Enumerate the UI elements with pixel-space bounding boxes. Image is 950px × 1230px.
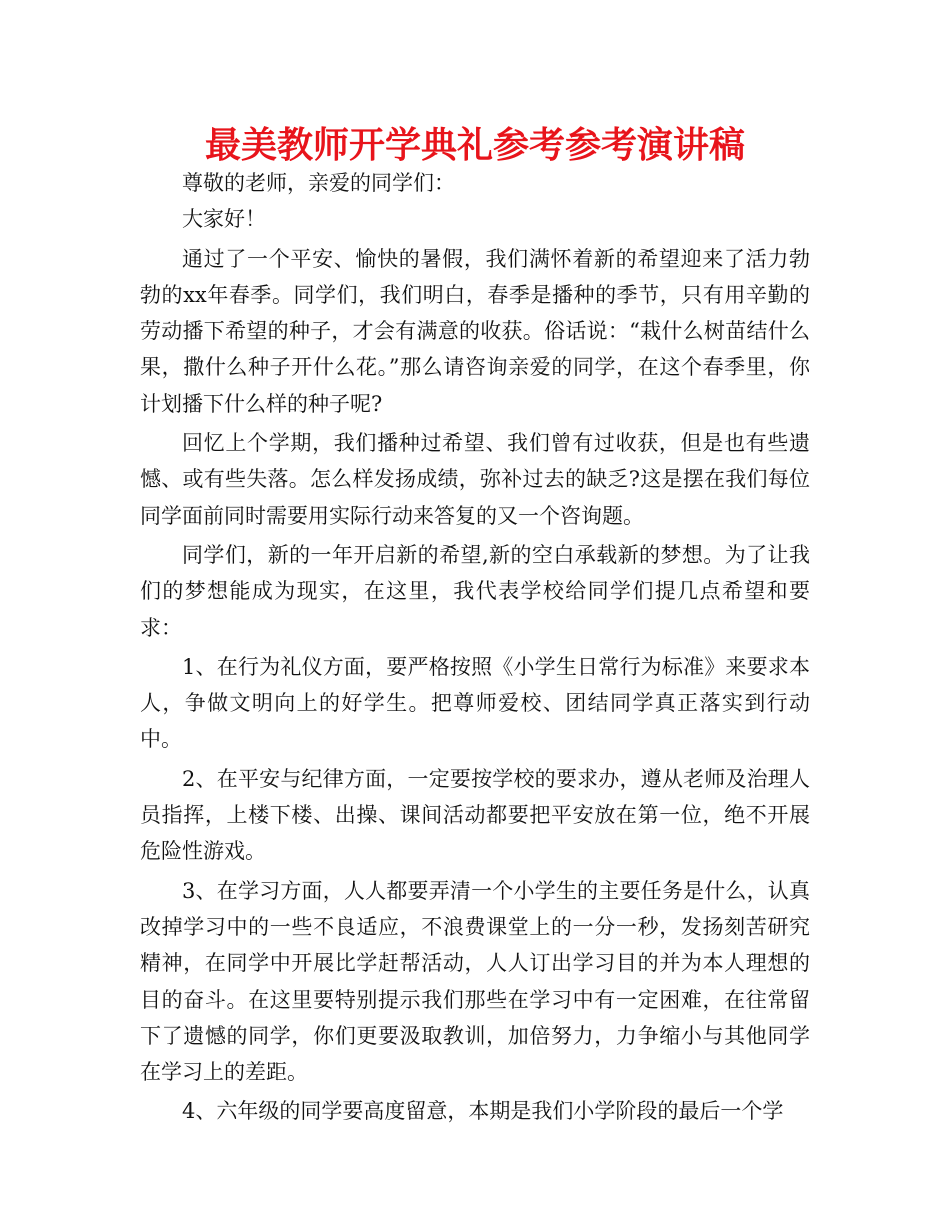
document-body bbox=[140, 165, 810, 1130]
body-paragraph: 回忆上个学期，我们播种过希望、我们曾有过收获，但是也有些遗憾、或有些失落。怎么样发扬成绩，弥补过去的缺乏?这是摆在我们每位同学面前同时需要用实际行动来答复的又一个咨询题。 bbox=[140, 431, 810, 528]
numbered-item-paragraph: 3、在学习方面，人人都要弄清一个小学生的主要任务是什么，认真改掉学习中的一些不良适应，不浪费课堂上的一分一秒，发扬刻苦研究精神，在同学中开展比学赶帮活动，人人订出学习目的并为本人理想的目的奋斗。在这里要特别提示我们那些在学习中有一定困难，在往常留下了遗憾的同学，你们更要汲取教训，加倍努力，力争缩小与其他同学在学习上的差距。 bbox=[140, 878, 810, 1085]
salutation-paragraph: 尊敬的老师，亲爱的同学们： bbox=[182, 171, 455, 195]
document-title: 最美教师开学典礼参考参考演讲稿 bbox=[204, 125, 745, 166]
body-paragraph: 通过了一个平安、愉快的暑假，我们满怀着新的希望迎来了活力勃勃的xx年春季。同学们，我们明白，春季是播种的季节，只有用辛勤的劳动播下希望的种子，才会有满意的收获。俗话说：“栽什么树苗结什么果，撒什么种子开什么花。”那么请咨询亲爱的同学，在这个春季里，你计划播下什么样的种子呢? bbox=[140, 246, 810, 416]
body-paragraph: 同学们，新的一年开启新的希望,新的空白承载新的梦想。为了让我们的梦想能成为现实，在这里，我代表学校给同学们提几点希望和要求： bbox=[140, 542, 810, 640]
numbered-item-paragraph: 2、在平安与纪律方面，一定要按学校的要求办，遵从老师及治理人员指挥，上楼下楼、出操、课间活动都要把平安放在第一位，绝不开展危险性游戏。 bbox=[140, 766, 810, 864]
numbered-item-paragraph: 4、六年级的同学要高度留意，本期是我们小学阶段的最后一个学 bbox=[182, 1099, 784, 1124]
greeting-paragraph: 大家好！ bbox=[182, 207, 266, 232]
numbered-item-paragraph: 1、在行为礼仪方面，要严格按照《小学生日常行为标准》来要求本人，争做文明向上的好学生。把尊师爱校、团结同学真正落实到行动中。 bbox=[140, 654, 810, 752]
